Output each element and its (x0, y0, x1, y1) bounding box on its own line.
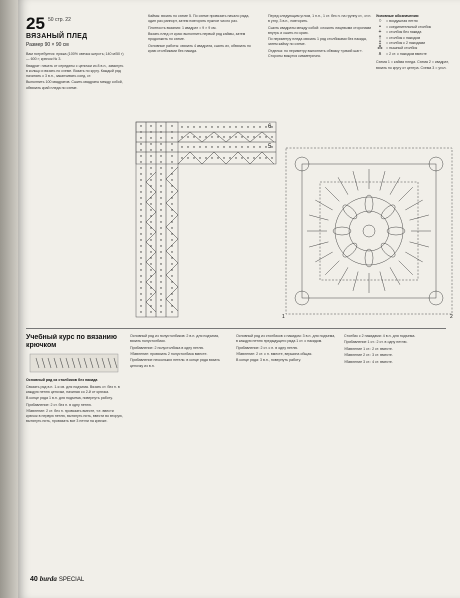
stitch-mark (247, 146, 248, 147)
course-paragraph: Прибавление нескольких петель: в конце ряда вязать цепочку из в.п. (130, 358, 220, 368)
legend-text: = 2 ст. с накидом вместе (386, 51, 427, 56)
legend-text: = соединительный столбик (386, 24, 432, 29)
stitch-mark (187, 136, 188, 137)
stitch-mark (265, 157, 266, 158)
stitch-mark (171, 299, 172, 300)
stitch-mark (160, 239, 161, 240)
course-column-4 (344, 334, 454, 570)
stitch-mark (140, 239, 141, 240)
stitch-mark (171, 143, 172, 144)
stitch-mark (193, 136, 194, 137)
stitch-mark (199, 136, 200, 137)
stitch-mark (150, 125, 151, 126)
legend-symbol: ⁂ (377, 45, 383, 52)
instruction-paragraph: Отделка: по периметру выполнить обвязку «рачий шаг». Стороны вяжутся симметрично. (268, 48, 363, 58)
stitch-mark (140, 299, 141, 300)
stitch-mark (160, 149, 161, 150)
stitch-mark (171, 221, 172, 222)
course-paragraph: Убавление 2 ст.: 3 ст. вместе. (344, 353, 393, 358)
stitch-mark (160, 221, 161, 222)
stitch-ray (390, 267, 400, 284)
stitch-mark (140, 263, 141, 264)
legend (376, 14, 452, 71)
stitch-ray (353, 171, 358, 190)
petal-mark (365, 249, 373, 267)
legend-symbol: ‡ (378, 40, 382, 47)
stitch-mark (150, 281, 151, 282)
stitch-mark (160, 125, 161, 126)
stitch-mark (223, 146, 224, 147)
stitch-mark (171, 155, 172, 156)
stitch-mark (235, 126, 236, 127)
stitch-mark (271, 126, 272, 127)
course-paragraph: Убавление: 2 ст. без н. провязать вместе, т.е. ввести крючок в первую петлю, вытянуть нить, ввести во вторую, вытянуть нить, провязать все 3 петли на крючке. (26, 408, 123, 424)
stitch-mark (140, 131, 141, 132)
stitch-mark (140, 275, 141, 276)
stitch-mark (229, 146, 230, 147)
stitch-mark (217, 136, 218, 137)
stitch-ray (399, 187, 413, 201)
stitch-mark (160, 173, 161, 174)
stitch-mark (140, 215, 141, 216)
stitch-ray (315, 200, 332, 210)
stitch-mark (150, 227, 151, 228)
stitch-mark (187, 126, 188, 127)
stitch-mark (160, 131, 161, 132)
stitch-mark (140, 197, 141, 198)
page-number: 40 (30, 576, 38, 583)
course-paragraph: Прибавление 1 ст.: 2 ст. в одну петлю. (344, 340, 408, 345)
stitch-mark (171, 287, 172, 288)
stitch-mark (160, 233, 161, 234)
stitch-ray (410, 215, 429, 220)
stitch-mark (160, 215, 161, 216)
stitch-mark (150, 305, 151, 306)
petal-mark (333, 227, 351, 235)
stitch-mark (171, 227, 172, 228)
stitch-mark (150, 197, 151, 198)
stitch-mark (253, 157, 254, 158)
stitch-mark (229, 126, 230, 127)
stitch-mark (140, 257, 141, 258)
stitch-ray (399, 261, 413, 275)
brand-name: burda (39, 575, 57, 583)
stitch-mark (140, 221, 141, 222)
stitch-mark (171, 275, 172, 276)
stitch-mark (150, 233, 151, 234)
instructions-column-3 (268, 14, 374, 139)
stitch-mark (140, 149, 141, 150)
stitch-mark (211, 157, 212, 158)
brand-special: SPECIAL (58, 577, 85, 583)
stitch-mark (205, 146, 206, 147)
stitch-mark (247, 126, 248, 127)
stitch-mark (150, 179, 151, 180)
intro-paragraph: Вам потребуется: пряжа (100% овечья шерсть; 140 м/50 г) — 600 г; крючок № 3. (26, 52, 124, 62)
stitch-mark (199, 157, 200, 158)
petal-mark (341, 241, 359, 259)
stitch-mark (193, 126, 194, 127)
stitch-mark (205, 157, 206, 158)
course-paragraph: В конце ряда: 3 в.п., повернуть работу. (236, 358, 302, 363)
legend-text: = воздушная петля (386, 19, 418, 24)
legend-extra: Схема 1 = кайма пледа. Схема 2 = квадрат, вязать по кругу от центра. Схема 3 = угол. (376, 60, 449, 70)
stitch-mark (235, 157, 236, 158)
stitch-mark (259, 157, 260, 158)
stitch-mark (171, 311, 172, 312)
stitch-mark (187, 146, 188, 147)
legend-text: = пышный столбик (386, 46, 418, 51)
stitch-mark (160, 143, 161, 144)
course-paragraph: Основный ряд из столбиков с накидом: 3 в.п. для подъема, в каждую петлю предыдущего ряда 1 ст. с накидом. (236, 334, 336, 344)
stitch-mark (160, 305, 161, 306)
stitch-mark (160, 281, 161, 282)
stitch-ray (325, 187, 339, 201)
stitch-mark (140, 305, 141, 306)
stitch-mark (199, 146, 200, 147)
instruction-paragraph: По периметру пледа связать 1 ряд столбиками без накида, затем кайму по схеме. (268, 37, 367, 47)
course-paragraph: Убавление: 2 ст. с н. вместе, вершина общая. (236, 351, 313, 356)
stitch-mark (140, 227, 141, 228)
stitch-mark (171, 281, 172, 282)
course-paragraph: Прибавление: 2 ст. без н. в одну петлю. (26, 402, 92, 407)
instruction-paragraph: Основные работы: связать 4 квадрата, сшить их, обвязать по краю столбиками без накида. (148, 43, 251, 53)
course-paragraph: Основный ряд из полустолбиков: 2 в.п. для подъема, вязать полустолбики. (130, 334, 220, 344)
stitch-mark (150, 167, 151, 168)
stitch-mark (171, 263, 172, 264)
stitch-mark (150, 173, 151, 174)
stitch-mark (229, 157, 230, 158)
border-chart (128, 112, 278, 322)
stitch-mark (160, 269, 161, 270)
stitch-mark (265, 146, 266, 147)
stitch-ray (315, 252, 332, 262)
stitch-mark (217, 157, 218, 158)
legend-symbol: ○ (378, 18, 382, 25)
stitch-mark (181, 136, 182, 137)
magazine-page (18, 0, 460, 598)
corner-label: 1 (282, 314, 285, 320)
stitch-mark (140, 287, 141, 288)
stitch-mark (140, 233, 141, 234)
stitch-mark (160, 311, 161, 312)
stitch-ray (353, 272, 358, 291)
instruction-paragraph: Сшить квадраты между собой: сложить лицевыми сторонами внутрь и сшить по краю. (268, 25, 372, 35)
stitch-mark (171, 197, 172, 198)
course-paragraph: Прибавление: 2 полустолбика в одну петлю. (130, 345, 205, 350)
stitch-mark (140, 293, 141, 294)
intro-paragraph: Квадрат: начать от середины с цепочки из 8 в.п., замкнуть в кольцо и вязать по схеме. Вязать по кругу. Каждый ряд начинать с 3 в.п., заканчивать соед. ст. (26, 63, 124, 78)
stitch-mark (171, 239, 172, 240)
stitch-mark (171, 257, 172, 258)
stitch-mark (140, 179, 141, 180)
stitch-mark (211, 126, 212, 127)
stitch-mark (171, 233, 172, 234)
stitch-mark (140, 311, 141, 312)
stitch-mark (271, 146, 272, 147)
stitch-mark (150, 149, 151, 150)
course-paragraph: В конце ряда 1 в.п. для подъема, повернуть работу. (26, 396, 113, 401)
stitch-mark (247, 157, 248, 158)
instruction-paragraph: Вязать плед от края: выполнить первый ряд каймы, затем продолжить по схеме. (148, 31, 246, 42)
stitch-mark (171, 293, 172, 294)
section-title: Основный ряд из столбиков без накида (26, 378, 98, 383)
pattern-size: Размер 90 × 90 см (26, 42, 69, 48)
row-label: 5 (268, 144, 272, 150)
stitch-mark (150, 251, 151, 252)
stitch-mark (223, 157, 224, 158)
stitch-mark (160, 299, 161, 300)
stitch-mark (171, 191, 172, 192)
stitch-mark (140, 209, 141, 210)
stitch-mark (171, 269, 172, 270)
stitch-mark (150, 299, 151, 300)
stitch-mark (150, 143, 151, 144)
instruction-paragraph: Перед следующим углом, 1 п.п., 1 ст. без н. на группу ст., ст.н. в углу, 3 в.п., повторить. (268, 14, 372, 24)
stitch-ray (405, 200, 422, 210)
legend-text: = столбик с 2 накидами (386, 41, 426, 46)
stitch-mark (193, 157, 194, 158)
stitch-mark (150, 203, 151, 204)
stitch-mark (140, 269, 141, 270)
row-label: 6 (268, 124, 272, 130)
pattern-title: ВЯЗАНЫЙ ПЛЕД (26, 33, 88, 40)
petal-mark (365, 195, 373, 213)
stitch-mark (150, 293, 151, 294)
stitch-mark (160, 251, 161, 252)
petal-mark (379, 203, 397, 221)
legend-symbol: • (379, 23, 381, 30)
stitch-mark (171, 137, 172, 138)
stitch-ray (405, 252, 422, 262)
stitch-mark (217, 126, 218, 127)
course-paragraph: Прибавление: 2 ст. с н. в одну петлю. (236, 345, 299, 350)
stitch-mark (265, 126, 266, 127)
stitch-mark (253, 136, 254, 137)
stitch-mark (160, 167, 161, 168)
stitch-mark (259, 136, 260, 137)
stitch-mark (199, 126, 200, 127)
stitch-mark (150, 245, 151, 246)
stitch-ray (309, 215, 328, 220)
stitch-mark (160, 203, 161, 204)
stitch-mark (241, 126, 242, 127)
stitch-mark (217, 146, 218, 147)
intro-text (26, 52, 126, 112)
petal-mark (379, 241, 397, 259)
stitch-mark (150, 215, 151, 216)
legend-text: = столбик без накида (386, 30, 422, 35)
stitch-mark (140, 251, 141, 252)
stitch-mark (160, 227, 161, 228)
stitch-mark (241, 146, 242, 147)
course-paragraph: Связать ряд в.п. 1-я св. для подъема. Вязать ст. без н. в каждую петлю цепочки, начиная со 2-й от крючка. (26, 384, 120, 394)
stitch-mark (150, 155, 151, 156)
stitch-mark (140, 161, 141, 162)
stitch-mark (253, 126, 254, 127)
legend-item (376, 52, 452, 57)
stitch-mark (171, 125, 172, 126)
stitch-mark (247, 136, 248, 137)
stitch-mark (171, 305, 172, 306)
petal-mark (387, 227, 405, 235)
stitch-ray (309, 242, 328, 247)
square-motif-chart (280, 142, 458, 320)
course-paragraph: Столбик с 2 накидами: 4 в.п. для подъема. (344, 334, 416, 338)
stitch-mark (150, 275, 151, 276)
stitch-mark (160, 287, 161, 288)
stitch-mark (150, 287, 151, 288)
course-column-1 (26, 334, 124, 570)
stitch-mark (171, 215, 172, 216)
stitch-mark (160, 137, 161, 138)
intro-paragraph: Выполнить 100 квадратов. Сшить квадраты между собой, обвязать край пледа по схеме. (26, 80, 123, 90)
stitch-mark (140, 155, 141, 156)
stitch-mark (205, 126, 206, 127)
stitch-mark (211, 146, 212, 147)
stitch-mark (171, 131, 172, 132)
stitch-mark (140, 281, 141, 282)
stitch-mark (223, 136, 224, 137)
stitch-mark (150, 185, 151, 186)
stitch-mark (160, 245, 161, 246)
stitch-mark (171, 245, 172, 246)
stitch-ray (380, 171, 385, 190)
stitch-mark (265, 136, 266, 137)
stitch-mark (140, 173, 141, 174)
stitch-mark (140, 191, 141, 192)
stitch-mark (211, 136, 212, 137)
stitch-ray (338, 177, 348, 194)
stitch-mark (271, 157, 272, 158)
stitch-mark (160, 161, 161, 162)
stitch-mark (160, 257, 161, 258)
stitch-mark (150, 221, 151, 222)
legend-symbol: ∧ (378, 50, 382, 57)
stitch-mark (160, 197, 161, 198)
stitch-mark (140, 167, 141, 168)
legend-symbol: † (378, 34, 382, 41)
stitch-mark (160, 191, 161, 192)
legend-symbol: + (378, 29, 382, 36)
stitch-mark (150, 311, 151, 312)
course-column-2 (130, 334, 230, 570)
section-divider (26, 328, 446, 329)
stitch-mark (150, 209, 151, 210)
stitch-mark (253, 146, 254, 147)
stitch-mark (193, 146, 194, 147)
petal-mark (341, 203, 359, 221)
stitch-mark (235, 146, 236, 147)
stitch-mark (171, 251, 172, 252)
course-column-3 (236, 334, 338, 570)
page-footer (30, 575, 84, 583)
stitch-mark (181, 146, 182, 147)
course-title: Учебный курс по вязанию крючком (26, 334, 117, 349)
course-paragraph: Убавление 3 ст.: 4 ст. вместе. (344, 359, 393, 364)
stitch-mark (150, 239, 151, 240)
stitch-mark (160, 275, 161, 276)
stitch-mark (160, 185, 161, 186)
stitch-mark (171, 209, 172, 210)
stitch-mark (223, 126, 224, 127)
course-paragraph: Убавление: провязать 2 полустолбика вместе. (130, 351, 208, 356)
stitch-mark (171, 179, 172, 180)
stitch-ray (338, 267, 348, 284)
stitch-mark (241, 157, 242, 158)
stitch-mark (140, 185, 141, 186)
stitch-mark (140, 125, 141, 126)
stitch-mark (160, 293, 161, 294)
stitch-mark (181, 157, 182, 158)
stitch-mark (271, 136, 272, 137)
stitch-ray (390, 177, 400, 194)
stitch-mark (160, 179, 161, 180)
stitch-mark (171, 149, 172, 150)
pattern-reference: 50 стр. 22 (48, 17, 71, 23)
stitch-ray (410, 242, 429, 247)
book-spine (0, 0, 18, 598)
stitch-mark (171, 185, 172, 186)
stitch-mark (171, 167, 172, 168)
stitch-mark (140, 203, 141, 204)
legend-text: = столбик с накидом (386, 35, 421, 40)
stitch-mark (150, 269, 151, 270)
stitch-ray (380, 272, 385, 291)
stitch-mark (150, 161, 151, 162)
stitch-mark (171, 161, 172, 162)
stitch-mark (229, 136, 230, 137)
stitch-illustration (26, 350, 122, 376)
stitch-mark (150, 137, 151, 138)
stitch-mark (235, 136, 236, 137)
stitch-mark (160, 209, 161, 210)
stitch-mark (150, 263, 151, 264)
stitch-mark (150, 191, 151, 192)
corner-label: 2 (450, 314, 453, 320)
stitch-mark (241, 136, 242, 137)
stitch-mark (259, 126, 260, 127)
stitch-mark (187, 157, 188, 158)
stitch-mark (171, 203, 172, 204)
stitch-mark (205, 136, 206, 137)
stitch-mark (160, 155, 161, 156)
stitch-mark (259, 146, 260, 147)
instruction-paragraph: Каймы: вязать по схеме 5. По схеме провязать начало ряда, один раз раппорт, затем повторять нужное число раз. (148, 14, 250, 24)
legend-title: Условные обозначения: (376, 14, 420, 18)
stitch-mark (171, 173, 172, 174)
stitch-mark (181, 126, 182, 127)
stitch-mark (160, 263, 161, 264)
pattern-number: 25 (26, 14, 45, 33)
stitch-mark (140, 143, 141, 144)
stitch-mark (140, 245, 141, 246)
course-paragraph: Убавление 1 ст.: 2 ст. вместе. (344, 346, 393, 351)
stitch-ray (325, 261, 339, 275)
stitch-mark (150, 131, 151, 132)
stitch-mark (140, 137, 141, 138)
instruction-paragraph: Плотность вязания: 1 квадрат = 9 × 9 см. (148, 25, 217, 30)
stitch-mark (150, 257, 151, 258)
